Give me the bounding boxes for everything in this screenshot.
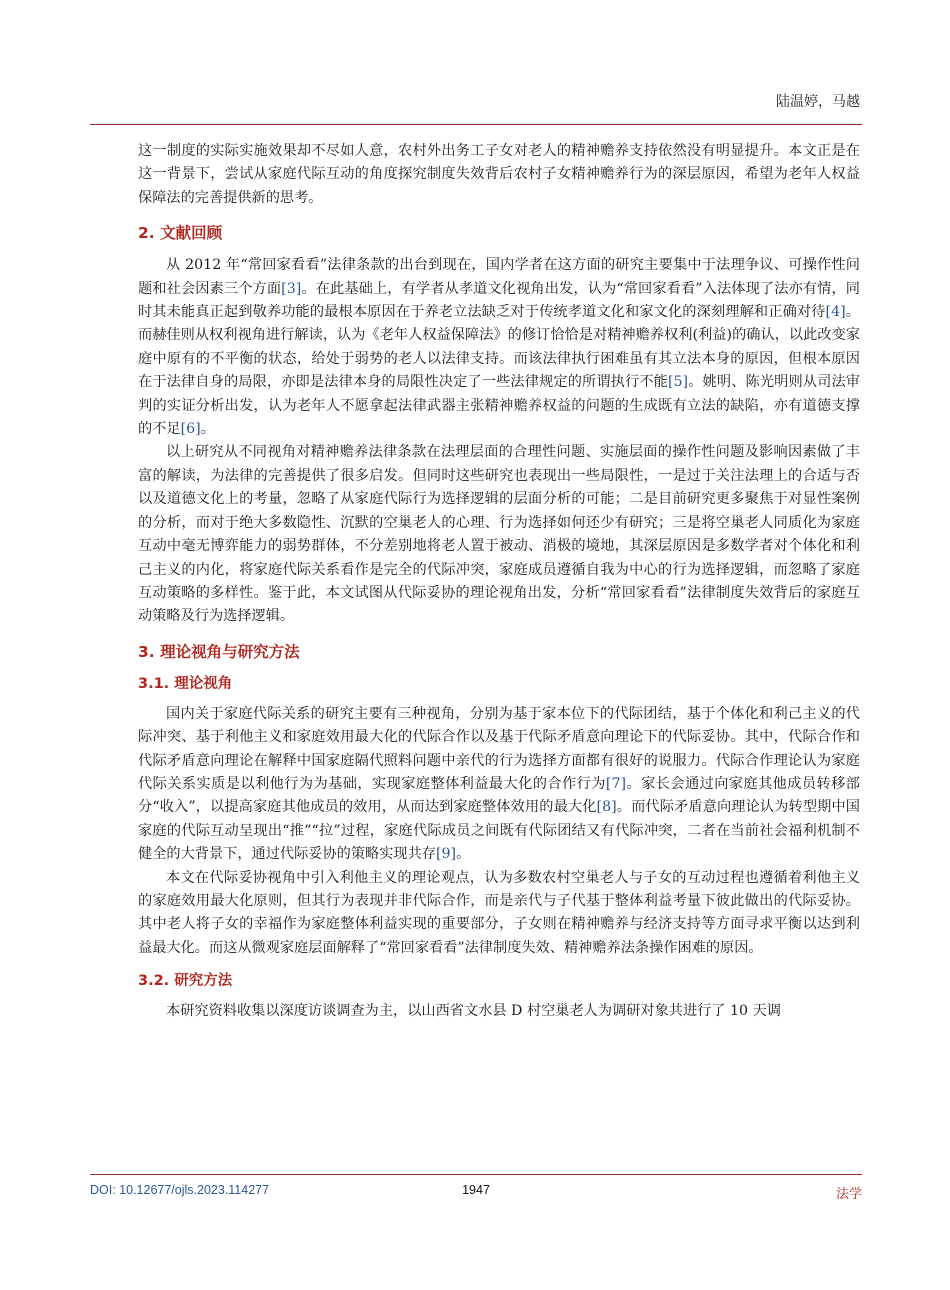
paragraph-method-1: 本研究资料收集以深度访谈调查为主，以山西省文水县 D 村空巢老人为调研对象共进行了 10 天调: [166, 1003, 781, 1020]
paragraph-theory-1: 国内关于家庭代际关系的研究主要有三种视角，分别为基于家本位下的代际团结，基于个体化和利己主义的代际冲突、基于利他主义和家庭效用最大化的代际合作以及基于代际矛盾意向理论下的代际妥协。其中，代际合作和代际矛盾意向理论在解释中国家庭隔代照料问题中亲代的行为选择方面都有很好的说服力。代际合作理论认为家庭代际关系实质是以利他行为为基础，实现家庭整体利益最大化的合作行为[7]。家长会通过向家庭其他成员转移部分“收入”，以提高家庭其他成员的效用，从而达到家庭整体效用的最大化[8]。而代际矛盾意向理论认为转型期中国家庭的代际互动呈现出“推”“拉”过程，家庭代际成员之间既有代际团结又有代际冲突，二者在当前社会福利机制不健全的大背景下，通过代际妥协的策略实现共存[9]。: [138, 705, 860, 863]
citation-link[interactable]: [8]: [596, 799, 617, 816]
running-header-authors: 陆温婷，马越: [776, 94, 860, 110]
paragraph-theory-2: 本文在代际妥协视角中引入利他主义的理论观点，认为多数农村空巢老人与子女的互动过程也遵循着利他主义的家庭效用最大化原则，但其行为表现并非代际合作，而是亲代与子代基于整体利益考量下彼此做出的代际妥协。其中老人将子女的幸福作为家庭整体利益实现的重要部分，子女则在精神赡养与经济支持等方面寻求平衡以达到利益最大化。而这从微观家庭层面解释了“常回家看看”法律制度失效、精神赡养法条操作困难的原因。: [138, 869, 860, 956]
paragraph-literature-2: 以上研究从不同视角对精神赡养法律条款在法理层面的合理性问题、实施层面的操作性问题及影响因素做了丰富的解读，为法律的完善提供了很多启发。但同时这些研究也表现出一些局限性，一是过于关注法理上的合适与否以及道德文化上的考量，忽略了从家庭代际行为选择逻辑的层面分析的可能；二是目前研究更多聚焦于对显性案例的分析，而对于绝大多数隐性、沉默的空巢老人的心理、行为选择如何还少有研究；三是将空巢老人同质化为家庭互动中毫无博弈能力的弱势群体，不分差别地将老人置于被动、消极的境地，其深层原因是多数学者对个体化和利己主义的内化，将家庭代际关系看作是完全的代际冲突，家庭成员遵循自我为中心的行为选择逻辑，而忽略了家庭互动策略的多样性。鉴于此，本文试图从代际妥协的理论视角出发，分析“常回家看看”法律制度失效背后的家庭互动策略及行为选择逻辑。: [138, 444, 860, 625]
section-heading-theory-method: 3. 理论视角与研究方法: [138, 642, 300, 661]
subsection-heading-method: 3.2. 研究方法: [138, 973, 233, 990]
citation-link[interactable]: [4]: [825, 304, 846, 321]
citation-link[interactable]: [3]: [281, 280, 302, 297]
citation-link[interactable]: [9]: [435, 846, 457, 863]
footer-divider: [90, 1174, 862, 1175]
subsection-heading-theory: 3.1. 理论视角: [138, 675, 233, 692]
page-footer: [90, 1183, 862, 1203]
citation-link[interactable]: [6]: [180, 421, 201, 438]
paragraph-literature-1: 从 2012 年“常回家看看”法律条款的出台到现在，国内学者在这方面的研究主要集中于法理争议、可操作性问题和社会因素三个方面[3]。在此基础上，有学者从孝道文化视角出发，认为“常回家看看”入法体现了法亦有情，同时其未能真正起到敬养功能的最根本原因在于养老立法缺乏对于传统孝道文化和家文化的深刻理解和正确对待[4]。而赫佳则从权利视角进行解读，认为《老年人权益保障法》的修订恰恰是对精神赡养权利(利益)的确认，以此改变家庭中原有的不平衡的状态，给处于弱势的老人以法律支持。而该法律执行困难虽有其立法本身的原因，但根本原因在于法律自身的局限，亦即是法律本身的局限性决定了一些法律规定的所谓执行不能[5]。姚明、陈光明则从司法审判的实证分析出发，认为老年人不愿拿起法律武器主张精神赡养权益的问题的生成既有立法的缺陷，亦有道德支撑的不足[6]。: [138, 257, 860, 438]
citation-link[interactable]: [5]: [667, 374, 689, 391]
journal-name: 法学: [835, 1187, 862, 1202]
section-heading-literature-review: 2. 文献回顾: [138, 224, 223, 243]
page-number: 1947: [462, 1183, 490, 1197]
article-body: [138, 140, 860, 1024]
paragraph-continued: 这一制度的实际实施效果却不尽如人意，农村外出务工子女对老人的精神赡养支持依然没有明显提升。本文正是在这一背景下，尝试从家庭代际互动的角度探究制度失效背后农村子女精神赡养行为的深层原因，希望为老年人权益保障法的完善提供新的思考。: [138, 143, 860, 206]
doi-link[interactable]: DOI: 10.12677/ojls.2023.114277: [90, 1183, 270, 1197]
citation-link[interactable]: [7]: [605, 775, 627, 792]
header-divider: [90, 124, 862, 125]
